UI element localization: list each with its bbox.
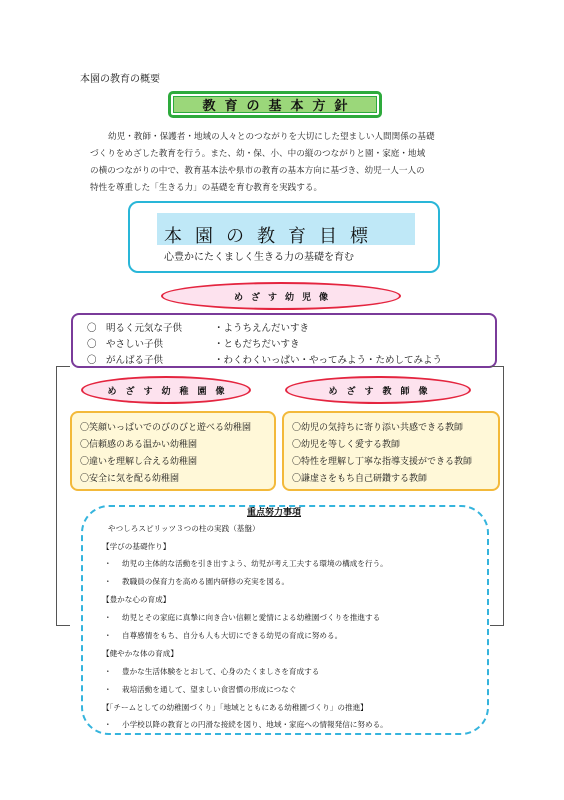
policy-line: の横のつながりの中で、教育基本法や県市の教育の基本方向に基づき、幼児一人一人の	[90, 166, 425, 176]
bullet-mark: ・	[104, 631, 112, 640]
teacher-item: 〇特性を理解し丁寧な指導支援ができる教師	[292, 457, 473, 467]
policy-line: づくりをめざした教育を行う。また、幼・保、小、中の縦のつながりと園・家庭・地域	[90, 149, 426, 159]
kindergarten-image-box	[70, 411, 276, 491]
teacher-image-label: めざす教師像	[285, 376, 471, 404]
kindergarten-item: 〇笑顔いっぱいでのびのびと遊べる幼稚園	[80, 423, 252, 433]
focus-efforts-title: 重点努力事項	[247, 508, 302, 518]
child-trait: 〇 明るく元気な子供	[87, 323, 183, 334]
teacher-item: 〇幼児の気持ちに寄り添い共感できる教師	[292, 423, 464, 433]
child-trait: 〇 がんばる子供	[87, 355, 164, 366]
teacher-item: 〇幼児を等しく愛する教師	[292, 440, 401, 450]
basic-policy-text	[90, 129, 500, 197]
policy-line: 幼児・教師・保護者・地域の人々とのつながりを大切にした望ましい人間関係の基礎	[108, 132, 435, 142]
focus-item: 幼児の主体的な活動を引き出すよう、幼児が考え工夫する環境の構成を行う。	[122, 559, 388, 568]
bullet-mark: ・	[104, 577, 112, 586]
child-image-box	[71, 313, 497, 368]
focus-section-heading: 【豊かな心の育成】	[102, 595, 171, 604]
focus-item: 自尊感情をもち、自分も人も大切にできる幼児の育成に努める。	[122, 631, 343, 640]
bullet-mark: ・	[104, 559, 112, 568]
basic-policy-heading-box	[168, 91, 382, 118]
kindergarten-item: 〇信頼感のある温かい幼稚園	[80, 440, 198, 450]
bullet-mark: ・	[104, 720, 112, 729]
kindergarten-image-label: めざす幼稚園像	[81, 376, 251, 404]
bullet-mark: ・	[104, 667, 112, 676]
child-trait: 〇 やさしい子供	[87, 339, 164, 350]
bullet-mark: ・	[104, 613, 112, 622]
focus-item: 幼児とその家庭に真摯に向き合い信頼と愛情による幼稚園づくりを推進する	[122, 613, 381, 622]
child-image-label: めざす幼児像	[161, 282, 401, 310]
teacher-image-box	[282, 411, 500, 491]
kindergarten-item: 〇安全に気を配る幼稚園	[80, 474, 180, 484]
focus-section-heading: 【「チームとしての幼稚園づくり」「地域とともにある幼稚園づくり」の推進】	[102, 703, 368, 712]
focus-section-heading: 【健やかな体の育成】	[102, 649, 178, 658]
kindergarten-item: 〇違いを理解し合える幼稚園	[80, 457, 198, 467]
focus-item: 豊かな生活体験をとおして、心身のたくましさを育成する	[122, 667, 320, 676]
education-goal-title: 本園の教育目標	[164, 226, 381, 247]
left-bracket-line	[56, 366, 70, 626]
bullet-mark: ・	[104, 685, 112, 694]
focus-item: 小学校以降の教育との円滑な接続を図り、地域・家庭への情報発信に努める。	[122, 720, 388, 729]
child-phrase: ・ようちえんだいすき	[214, 323, 310, 334]
focus-intro: やつしろスピリッツ３つの柱の実践（基盤）	[108, 524, 260, 533]
child-phrase: ・わくわくいっぱい・やってみよう・ためしてみよう	[214, 355, 443, 366]
right-bracket-line	[490, 366, 504, 626]
teacher-item: 〇謙虚さをもち自己研鑽する教師	[292, 474, 428, 484]
document-label: 本園の教育の概要	[80, 74, 160, 85]
policy-line: 特性を尊重した「生きる力」の基礎を育む教育を実践する。	[90, 183, 323, 193]
focus-item: 教職員の保育力を高める園内研修の充実を図る。	[122, 577, 290, 586]
child-phrase: ・ともだちだいすき	[214, 339, 300, 350]
focus-item: 栽培活動を通して、望ましい食習慣の形成につなぐ	[122, 685, 297, 694]
basic-policy-title: 教育の基本方針	[173, 96, 377, 113]
focus-section-heading: 【学びの基礎作り】	[102, 542, 171, 551]
education-goal-subtitle: 心豊かにたくましく生きる力の基礎を育む	[164, 252, 354, 263]
